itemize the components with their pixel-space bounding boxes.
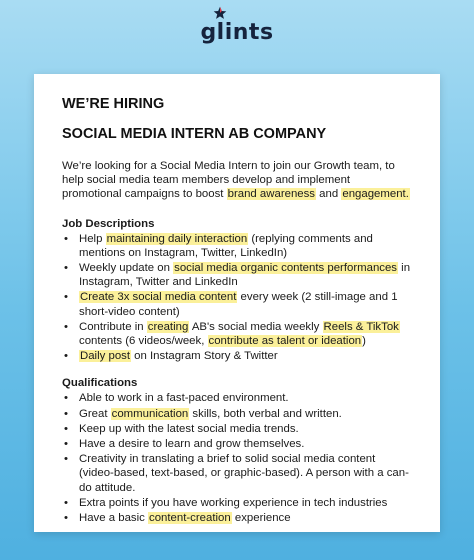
intro-text-1: We’re looking for a Social Media Intern to join our Growth team, to help social media team members develop and implement promotional campaigns to boost (62, 160, 395, 201)
list-item: • Great communication skills, both verbal and written. (62, 407, 412, 421)
intro-highlight-engagement: engagement. (342, 188, 409, 201)
list-item: • Creativity in translating a brief to solid social media content (video-based, text-based, or graphic-based). A person with a can-do attitude. (62, 452, 412, 495)
star-icon (213, 6, 227, 20)
intro-text-2: and (316, 188, 342, 201)
job-descriptions-list (62, 232, 412, 364)
job-card (34, 74, 440, 532)
list-item: • Create 3x social media content every week (2 still-image and 1 short-video content) (62, 290, 412, 318)
qualifications-list (62, 391, 412, 525)
list-item: • Extra points if you have working experience in tech industries (62, 496, 412, 510)
list-item: • Contribute in creating AB's social media weekly Reels & TikTok contents (6 videos/week, contribute as talent or ideation) (62, 320, 412, 348)
list-item: • Daily post on Instagram Story & Twitter (62, 349, 412, 363)
list-item: • Able to work in a fast-paced environment. (62, 391, 412, 405)
intro-paragraph (62, 159, 412, 202)
list-item: • Help maintaining daily interaction (replying comments and mentions on Instagram, Twitter, LinkedIn) (62, 232, 412, 260)
hiring-heading: WE’RE HIRING (62, 96, 165, 112)
intro-highlight-brand: brand awareness (227, 188, 316, 201)
position-heading: SOCIAL MEDIA INTERN AB COMPANY (62, 126, 327, 142)
brand-logo (0, 14, 474, 45)
list-item: • Keep up with the latest social media trends. (62, 422, 412, 436)
list-item: • Have a desire to learn and grow themselves. (62, 437, 412, 451)
job-descriptions-title: Job Descriptions (62, 217, 155, 230)
logo-text: glints (200, 20, 274, 45)
logo-wrap (200, 14, 273, 45)
list-item: • Have a basic content-creation experience (62, 511, 412, 525)
list-item: • Weekly update on social media organic contents performances in Instagram, Twitter and LinkedIn (62, 261, 412, 289)
qualifications-title: Qualifications (62, 377, 138, 390)
